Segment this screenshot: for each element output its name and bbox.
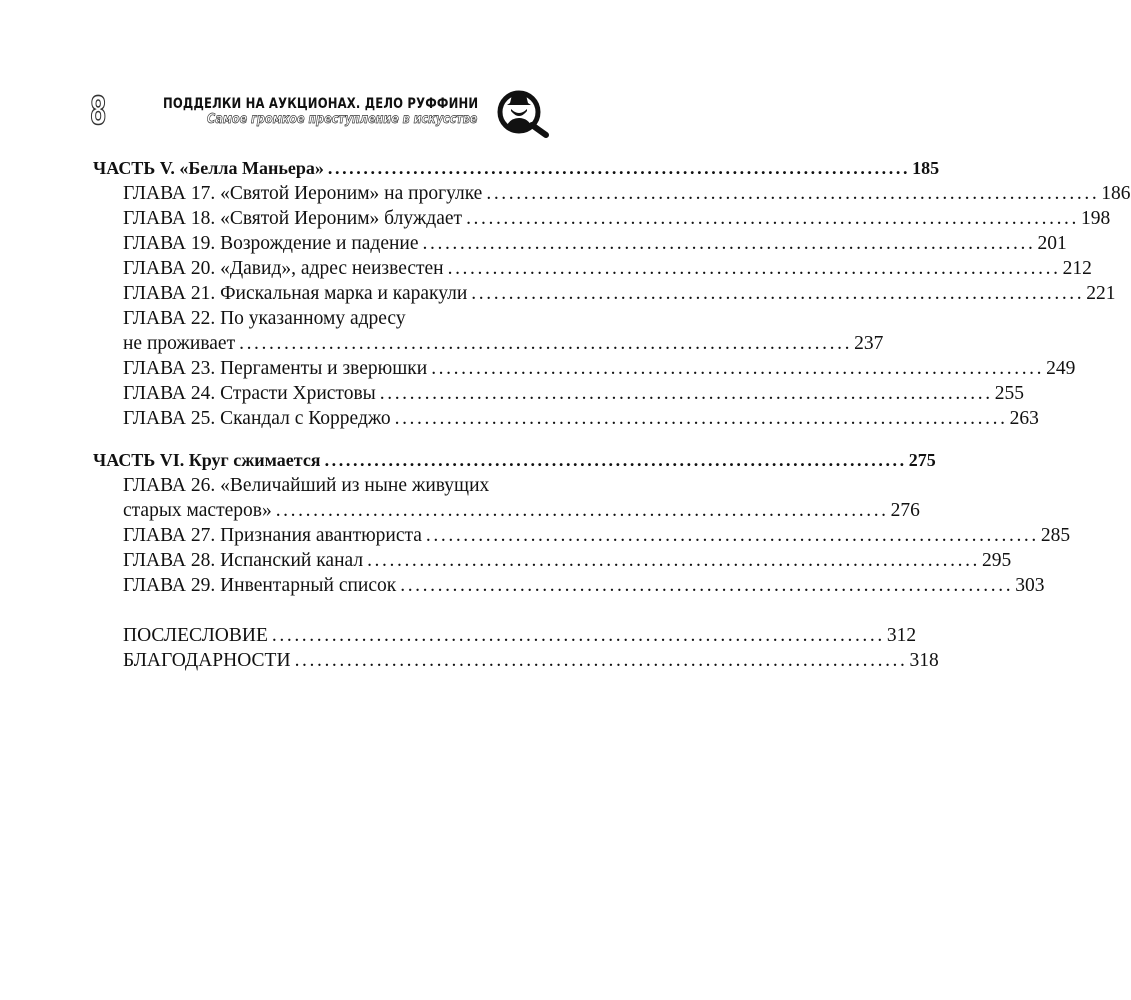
toc-leader: ..................................................................................	[379, 383, 993, 404]
toc-page-number: 212	[1062, 258, 1092, 279]
toc-page-number: 275	[908, 450, 936, 470]
toc-chapter-17	[93, 181, 1131, 206]
toc-chapter-label: ГЛАВА 27. Признания авантюриста	[123, 525, 422, 546]
toc-leader: ..................................................................................	[324, 450, 907, 470]
page-number: 8	[90, 89, 107, 133]
toc-page-number: 295	[982, 550, 1012, 571]
toc-chapter-19	[93, 231, 1067, 256]
toc-chapter-21	[93, 281, 1116, 306]
toc-page-number: 198	[1081, 208, 1111, 229]
toc-chapter-23	[93, 356, 1076, 381]
toc-chapter-label: ГЛАВА 28. Испанский канал	[123, 550, 364, 571]
toc-page-number: 318	[909, 650, 939, 671]
toc-leader: ..................................................................................	[425, 525, 1039, 546]
toc-chapter-label: ГЛАВА 20. «Давид», адрес неизвестен	[123, 258, 444, 279]
toc-leader: ..................................................................................	[471, 283, 1085, 304]
toc-leader: ..................................................................................	[422, 233, 1036, 254]
toc-page-number: 263	[1009, 408, 1039, 429]
toc-leader: ..................................................................................	[400, 575, 1014, 596]
toc-page-number: 201	[1037, 233, 1067, 254]
section-spacer	[93, 598, 540, 623]
toc-part-6	[93, 448, 936, 473]
toc-page-number: 237	[854, 333, 884, 354]
toc-leader: ..................................................................................	[394, 408, 1008, 429]
toc-chapter-22	[93, 331, 884, 356]
toc-chapter-label: ГЛАВА 19. Возрождение и падение	[123, 233, 419, 254]
toc-leader: ..................................................................................	[431, 358, 1045, 379]
detective-magnifier-logo	[493, 88, 553, 140]
toc-chapter-26-line1: ГЛАВА 26. «Величайший из ныне живущих	[123, 475, 490, 496]
magnifier-handle-icon	[532, 125, 546, 135]
toc-backmatter-label: ПОСЛЕСЛОВИЕ	[123, 625, 268, 646]
toc-leader: ..................................................................................	[275, 500, 889, 521]
toc-chapter-24	[93, 381, 1024, 406]
toc-page-number: 221	[1086, 283, 1116, 304]
toc-chapter-18	[93, 206, 1111, 231]
toc-leader: ..................................................................................	[447, 258, 1061, 279]
toc-page-number: 303	[1015, 575, 1045, 596]
toc-chapter-26	[93, 498, 920, 523]
toc-page-number: 186	[1101, 183, 1131, 204]
toc-chapter-label: ГЛАВА 25. Скандал с Корреджо	[123, 408, 391, 429]
toc-leader: ..................................................................................	[327, 158, 911, 178]
toc-chapter-label: ГЛАВА 23. Пергаменты и зверюшки	[123, 358, 428, 379]
section-spacer	[93, 431, 540, 448]
toc-leader: ..................................................................................	[466, 208, 1080, 229]
toc-chapter-22-line1: ГЛАВА 22. По указанному адресу	[123, 308, 406, 329]
toc-page-number: 312	[886, 625, 917, 646]
toc-leader: ..................................................................................	[367, 550, 981, 571]
toc-acknowledgements	[93, 648, 939, 673]
toc-leader: ..................................................................................	[486, 183, 1100, 204]
toc-page-number: 255	[994, 383, 1024, 404]
toc-chapter-29	[93, 573, 1045, 598]
toc-part-5	[93, 156, 940, 181]
toc-chapter-label: ГЛАВА 18. «Святой Иероним» блуждает	[123, 208, 463, 229]
toc-afterword	[93, 623, 917, 648]
toc-page-number: 185	[912, 158, 940, 178]
toc-part-label: ЧАСТЬ V. «Белла Маньера»	[93, 158, 324, 178]
toc-part-label: ЧАСТЬ VI. Круг сжимается	[93, 450, 321, 470]
toc-chapter-label: не проживает	[123, 333, 236, 354]
toc-chapter-label: старых мастеров»	[123, 500, 272, 521]
toc-leader: ..................................................................................	[271, 625, 885, 646]
toc-chapter-25	[93, 406, 1039, 431]
running-subtitle: Самое громкое преступление в искусстве	[207, 112, 478, 127]
toc-leader: ..................................................................................	[239, 333, 853, 354]
toc-chapter-28	[93, 548, 1012, 573]
toc-page-number: 249	[1046, 358, 1076, 379]
toc-page-number: 276	[890, 500, 920, 521]
toc-chapter-20	[93, 256, 1092, 281]
toc-chapter-label: ГЛАВА 21. Фискальная марка и каракули	[123, 283, 468, 304]
toc-chapter-label: ГЛАВА 17. «Святой Иероним» на прогулке	[123, 183, 483, 204]
toc-backmatter-label: БЛАГОДАРНОСТИ	[123, 650, 291, 671]
toc-chapter-27	[93, 523, 1071, 548]
toc-page-number: 285	[1040, 525, 1071, 546]
toc-chapter-label: ГЛАВА 24. Страсти Христовы	[123, 383, 376, 404]
running-title: ПОДДЕЛКИ НА АУКЦИОНАХ. ДЕЛО РУФФИНИ	[163, 96, 479, 112]
toc-chapter-label: ГЛАВА 29. Инвентарный список	[123, 575, 397, 596]
table-of-contents	[93, 156, 1131, 673]
toc-leader: ..................................................................................	[294, 650, 908, 671]
